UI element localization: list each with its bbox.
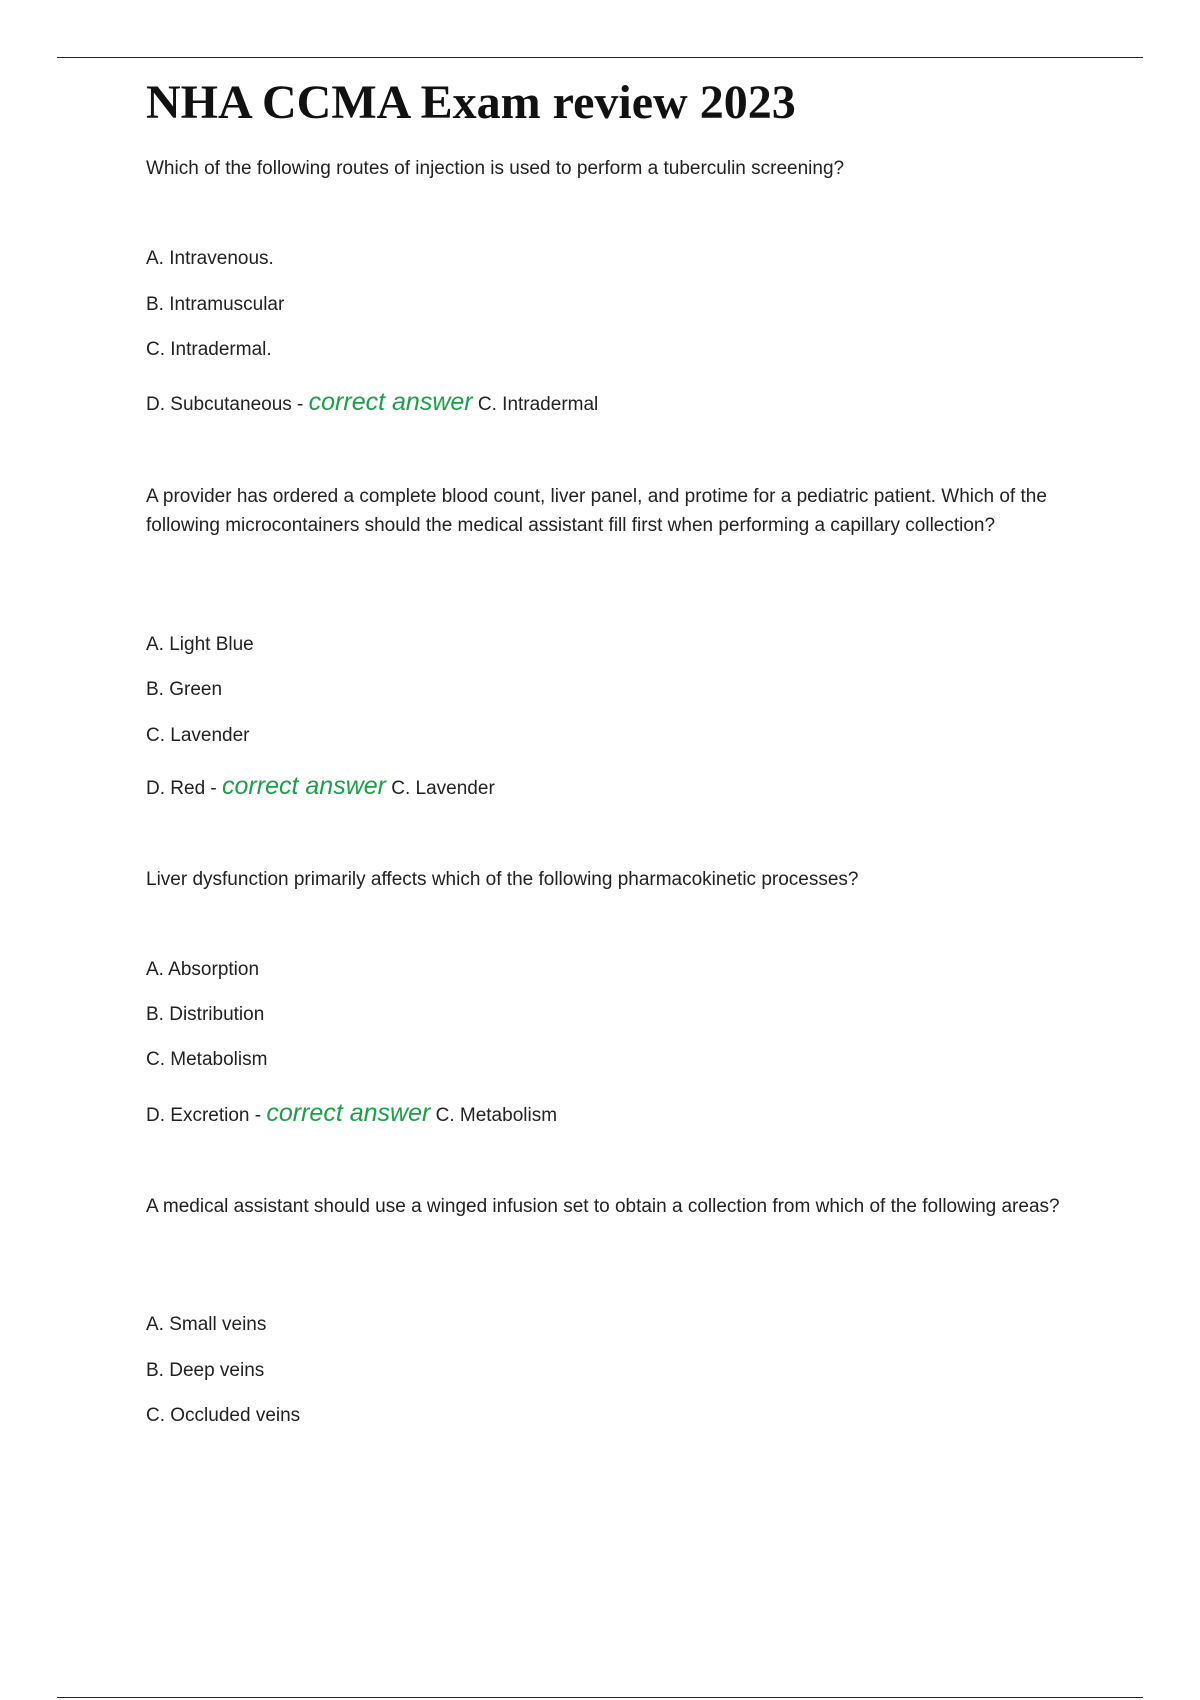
- question-1-option-b: B. Intramuscular: [146, 294, 285, 315]
- question-1-option-a: A. Intravenous.: [146, 248, 274, 269]
- question-2-option-c: C. Lavender: [146, 725, 250, 746]
- correct-answer-label: correct answer: [266, 1099, 431, 1127]
- question-4-option-c: C. Occluded veins: [146, 1405, 301, 1426]
- correct-answer-text: C. Lavender: [385, 778, 495, 799]
- correct-answer-label: correct answer: [308, 388, 473, 416]
- question-1-prompt: Which of the following routes of injection is used to perform a tuberculin screening?: [146, 158, 845, 179]
- option-text: D. Red: [146, 778, 206, 799]
- bottom-rule: [57, 1697, 1143, 1698]
- correct-answer-text: C. Metabolism: [430, 1105, 558, 1126]
- question-2-option-a: A. Light Blue: [146, 634, 254, 655]
- option-text: D. Excretion: [146, 1105, 250, 1126]
- top-rule: [57, 57, 1143, 58]
- question-3-prompt: Liver dysfunction primarily affects which of the following pharmacokinetic processes?: [146, 869, 859, 890]
- question-4-prompt: A medical assistant should use a winged infusion set to obtain a collection from which of the following areas?: [146, 1196, 1060, 1217]
- correct-answer-label: correct answer: [222, 772, 386, 800]
- document-title: NHA CCMA Exam review 2023: [146, 76, 796, 129]
- option-text: D. Subcutaneous: [146, 394, 292, 415]
- question-2-option-b: B. Green: [146, 679, 223, 700]
- question-4-option-b: B. Deep veins: [146, 1360, 265, 1381]
- question-2-prompt: A provider has ordered a complete blood count, liver panel, and protime for a pediatric patient. Which of the following microcontainers should the medical assistant fill first when performing a capillary collection?: [146, 486, 1047, 536]
- question-3-option-b: B. Distribution: [146, 1004, 265, 1025]
- question-4-option-a: A. Small veins: [146, 1314, 267, 1335]
- correct-answer-text: C. Intradermal: [472, 394, 599, 415]
- question-3-option-c: C. Metabolism: [146, 1049, 268, 1070]
- answer-separator: -: [249, 1105, 267, 1126]
- question-3-option-d: [146, 1099, 557, 1130]
- question-2-option-d: [146, 772, 495, 803]
- question-3-option-a: A. Absorption: [146, 959, 260, 980]
- answer-separator: -: [291, 394, 309, 415]
- question-1-option-c: C. Intradermal.: [146, 339, 272, 360]
- answer-separator: -: [205, 778, 223, 799]
- question-1-option-d: [146, 388, 598, 419]
